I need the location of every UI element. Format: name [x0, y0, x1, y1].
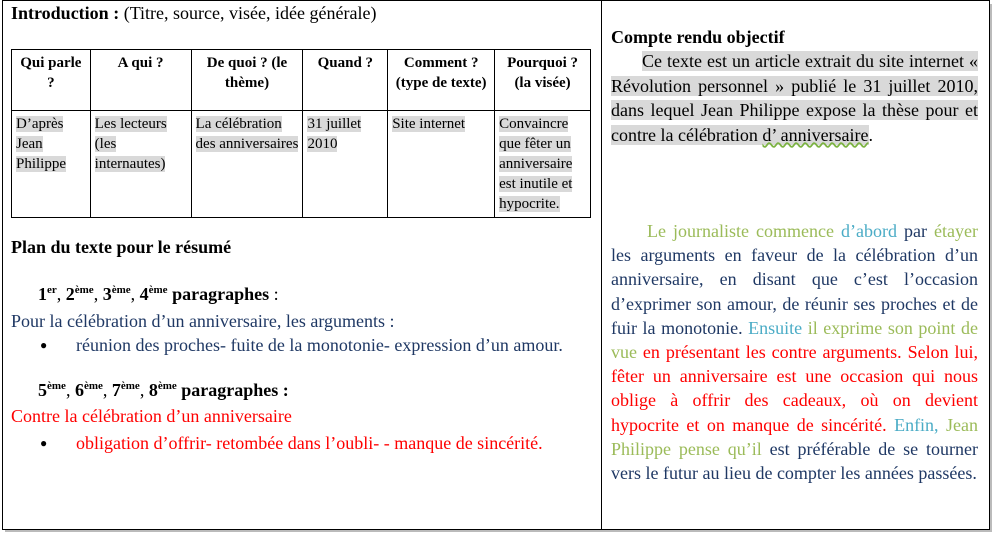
intro-heading: Introduction : (Titre, source, visée, idée générale)	[11, 3, 377, 23]
summary-paragraph-2: Le journaliste commence d’abord par étayer les arguments en faveur de la célébration d’un anniversaire, en disant que c’est l’occasion d’exprimer son amour, de réunir ses proches et de fuir la monotonie. Ensuite il exprime son point de vue en présentant les contre arguments. Selon lui, fêter un anniversaire est une occasion qui nous oblige à offrir des cadeaux, où on devient hypocrite et on manque de sincérité. Enfin, Jean Philippe pense qu’il est préférable de se tourner vers le futur au lieu de compter les années passées.	[611, 221, 979, 484]
against-arguments-intro: Contre la célébration d’un anniversaire	[11, 406, 292, 426]
cell-qui: D’après Jean Philippe	[12, 111, 91, 218]
column-divider	[601, 0, 602, 530]
cell-comment: Site internet	[388, 111, 495, 218]
cell-quand: 31 juillet 2010	[303, 111, 388, 218]
header-comment: Comment ? (type de texte)	[388, 50, 495, 111]
header-quand: Quand ?	[303, 50, 388, 111]
header-de-quoi: De quoi ? (le thème)	[191, 50, 303, 111]
bullet-icon: ●	[40, 436, 48, 450]
bullet-icon: ●	[40, 338, 48, 352]
section-heading-against: 5ème, 6ème, 7ème, 8ème paragraphes :	[38, 380, 289, 400]
header-pourquoi: Pourquoi ? (la visée)	[495, 50, 591, 111]
summary-title: Compte rendu objectif	[611, 27, 785, 47]
table-header-row	[12, 50, 591, 111]
frame-shadow-bottom	[5, 530, 992, 532]
cell-a-qui: Les lecteurs (les internautes)	[90, 111, 191, 218]
analysis-table	[11, 49, 591, 218]
header-qui: Qui parle ?	[12, 50, 91, 111]
summary-paragraph-1: Ce texte est un article extrait du site internet « Révolution personnel » publié le 31 juillet 2010, dans lequel Jean Philippe expose la thèse pour et contre la célébration d’ anniversaire.	[611, 51, 978, 145]
for-arguments-intro: Pour la célébration d’un anniversaire, les arguments :	[11, 311, 395, 331]
cell-pourquoi: Convaincre que fêter un anniversaire est inutile et hypocrite.	[495, 111, 591, 218]
cell-de-quoi: La célébration des anniversaires	[191, 111, 303, 218]
header-a-qui: A qui ?	[90, 50, 191, 111]
table-row	[12, 111, 591, 218]
section-heading-for: 1er, 2ème, 3ème, 4ème paragraphes :	[38, 284, 279, 304]
plan-title: Plan du texte pour le résumé	[11, 237, 232, 257]
frame-shadow-right	[990, 4, 992, 532]
